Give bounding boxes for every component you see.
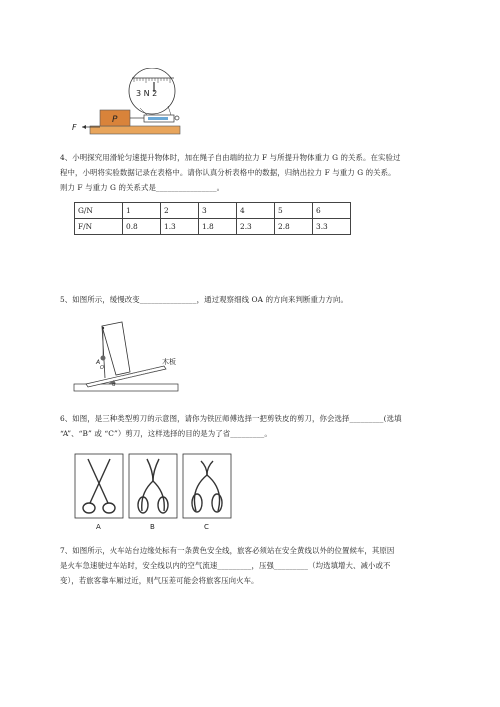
svg-text:α: α <box>112 382 116 388</box>
frame <box>102 322 130 375</box>
svg-text:C: C <box>204 523 209 531</box>
table-row: F/N 0.8 1.3 1.8 2.3 2.8 3.3 <box>75 219 351 235</box>
svg-text:P: P <box>112 115 118 125</box>
question-4-line-3: 则力 F 与重力 G 的关系式是________________。 <box>60 183 225 192</box>
question-7-line-1: 7、如图所示，火车站台边缘处标有一条黄色安全线，旅客必须站在安全黄线以外的位置候车，其原因 <box>60 546 395 555</box>
svg-text:F: F <box>72 123 77 132</box>
scale-ticks <box>134 78 170 83</box>
question-7-line-3: 变），若旅客靠车厢过近，则气压差可能会将旅客压向火车。 <box>60 576 259 585</box>
question-6-line-1: 6、如图，是三种类型剪刀的示意图，请你为铁匠师傅选择一把剪铁皮的剪刀，你会选择_________(选填 <box>60 414 402 423</box>
question-7-line-2: 是火车急速驶过车站时，安全线以内的空气流速_________，压强_________（均选填增大、减小或不 <box>60 561 391 570</box>
scale-label: 3 N 2 <box>136 89 158 98</box>
plumb-bob <box>101 356 106 361</box>
plumb-line-figure <box>72 316 182 394</box>
scissors-a-panel <box>75 454 123 518</box>
svg-text:A: A <box>96 523 101 531</box>
scissors-figure <box>74 453 234 531</box>
svg-text:B: B <box>150 523 155 531</box>
question-4-line-2: 程中，小明将实验数据记录在表格中。请你认真分析表格中的数据，归纳出拉力 F 与重力 G 的关系。 <box>60 168 396 177</box>
scissors-b-panel <box>129 454 177 518</box>
question-5-line-1: 5、如图所示，缓慢改变_______________，通过观察细线 OA 的方向来判断重力方向。 <box>60 295 348 304</box>
scissors-c-panel <box>183 454 231 518</box>
svg-text:O: O <box>100 365 104 371</box>
data-table <box>74 202 351 235</box>
table-row: G/N 1 2 3 4 5 6 <box>75 203 351 219</box>
question-4-line-1: 4、小明探究用滑轮匀速提升物体时，加在绳子自由端的拉力 F 与所提升物体重力 G 的关系。在实验过 <box>60 153 401 162</box>
svg-text:A: A <box>96 359 101 366</box>
question-6-line-2: “A”、“B” 或 “C”）剪刀，这样选择的目的是为了省_________。 <box>60 429 272 438</box>
spring-scale-figure <box>70 68 190 138</box>
table-surface <box>90 126 180 134</box>
board-label: 木板 <box>162 358 176 366</box>
